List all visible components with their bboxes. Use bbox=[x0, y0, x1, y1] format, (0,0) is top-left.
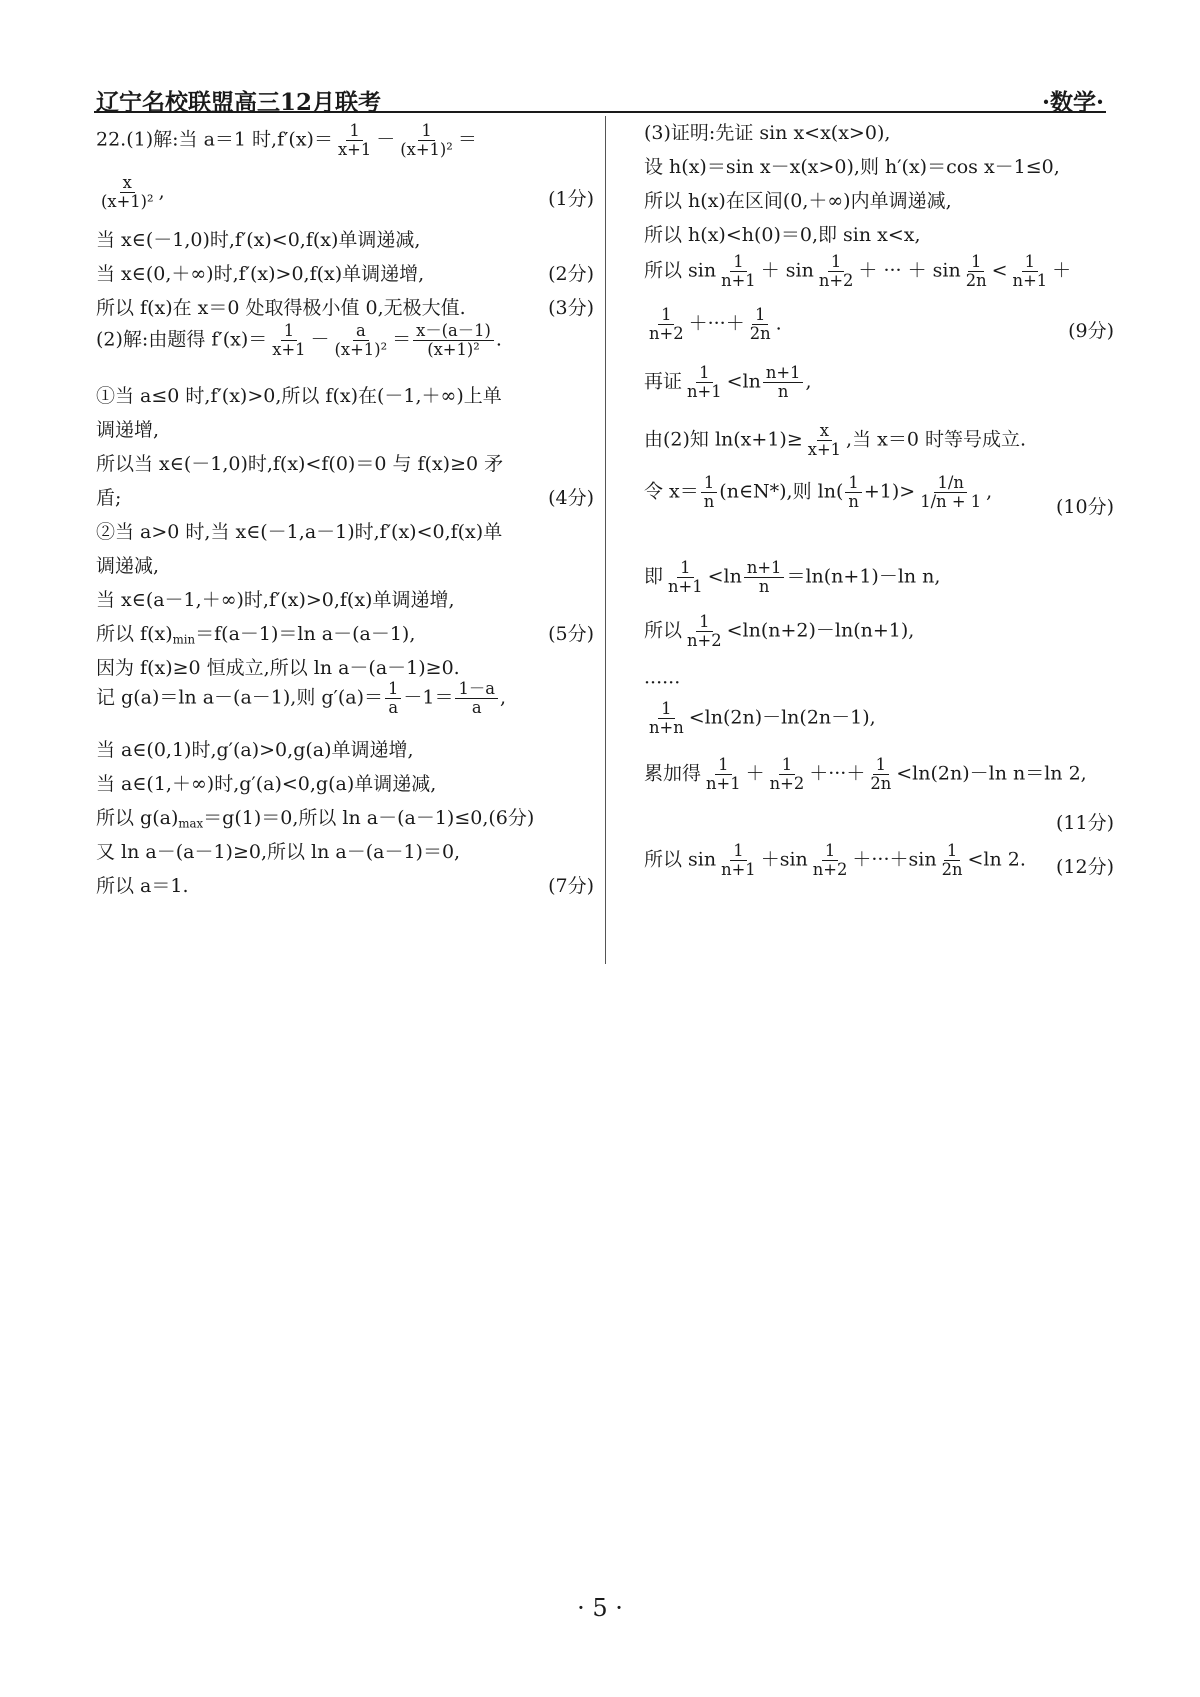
score-mark: (3分) bbox=[548, 297, 594, 319]
score-mark: (2分) bbox=[548, 263, 594, 285]
solution-line: ①当 a≤0 时,f′(x)>0,所以 f(x)在(－1,＋∞)上单 bbox=[96, 385, 502, 407]
header-subject: ·数学· bbox=[1041, 89, 1104, 116]
solution-line: 又 ln a－(a－1)≥0,所以 ln a－(a－1)＝0, bbox=[96, 841, 461, 863]
solution-line: $\frac{1}{n+2}$ ＋···＋ $\frac{1}{2n}$ . (9分) bbox=[649, 305, 1114, 343]
solution-line: 所以 $g(a)_{max}=g(1)=0$,所以 ln a－(a－1)≤0,(6分) bbox=[96, 807, 535, 831]
header-title: 辽宁名校联盟高三12月联考 bbox=[96, 89, 382, 116]
solution-line: 即 $\frac{1}{n+1}$ <ln $\frac{n+1}{n}$ ＝ln(n+1)－ln n, bbox=[644, 558, 941, 596]
column-divider bbox=[605, 116, 606, 964]
solution-line: 所以 sin $\frac{1}{n+1}$ ＋ sin $\frac{1}{n+2}$ ＋ ··· ＋ sin $\frac{1}{2n}$ < $\frac{1}{n+1}$ ＋ bbox=[644, 252, 1072, 290]
score-mark: (5分) bbox=[548, 623, 594, 645]
solution-line: 由(2)知 ln(x+1)≥ $\frac{x}{x+1}$ ,当 x＝0 时等号成立. bbox=[644, 421, 1026, 459]
solution-line: 因为 f(x)≥0 恒成立,所以 ln a－(a－1)≥0. bbox=[96, 657, 460, 679]
score-mark: (10分) bbox=[1055, 496, 1114, 518]
solution-line: 当 x∈(a－1,＋∞)时,f′(x)>0,f(x)单调递增, bbox=[96, 589, 455, 611]
solution-line: 当 a∈(0,1)时,g′(a)>0,g(a)单调递增, bbox=[96, 739, 414, 761]
solution-line: 记 g(a)＝ln a－(a－1),则 g′(a)＝ $\frac{1}{a}$ －1＝ $\frac{1-a}{a}$ , bbox=[96, 679, 506, 717]
solution-line: 当 a∈(1,＋∞)时,g′(a)<0,g(a)单调递减, bbox=[96, 773, 437, 795]
solution-line: ②当 a>0 时,当 x∈(－1,a－1)时,f′(x)<0,f(x)单 bbox=[96, 521, 503, 543]
score-mark: (4分) bbox=[548, 487, 594, 509]
solution-line: $\frac{1}{n+n}$ <ln(2n)－ln(2n－1), bbox=[649, 699, 876, 737]
score-mark: (7分) bbox=[548, 875, 594, 897]
solution-line: (2)解:由题得 f′(x)＝ $\frac{1}{x+1}$ － $\frac{a}{\text{(x+1)²}}$ ＝ $\frac{x-(a-1)}{\text{(x+1)²}}$ . bbox=[96, 321, 502, 359]
solution-line: 当 x∈(－1,0)时,f′(x)<0,f(x)单调递减, bbox=[96, 229, 421, 251]
solution-line: $\frac{x}{\text{(x+1)²}}$ , (1分) bbox=[101, 173, 594, 211]
solution-line: 盾; (4分) bbox=[96, 483, 594, 510]
header-divider bbox=[94, 111, 1106, 113]
solution-line: 令 x＝ $\frac{1}{n}$ (n∈N*),则 ln( $\frac{1}{n}$ +1)> $\frac{1/n}{1/n + 1}$ , (10分) bbox=[644, 473, 1114, 518]
solution-line: 设 h(x)＝sin x－x(x>0),则 h′(x)＝cos x－1≤0, bbox=[644, 156, 1060, 178]
solution-line: 所以当 x∈(－1,0)时,f(x)<f(0)＝0 与 f(x)≥0 矛 bbox=[96, 453, 504, 475]
score-mark: (1分) bbox=[548, 188, 594, 210]
solution-line: 所以 $\frac{1}{n+2}$ <ln(n+2)－ln(n+1), bbox=[644, 612, 915, 650]
score-mark: (11分) bbox=[1055, 812, 1114, 834]
solution-line: (3)证明:先证 sin x<x(x>0), bbox=[644, 122, 891, 144]
page-number: · 5 · bbox=[577, 1594, 623, 1622]
solution-line: 所以 sin $\frac{1}{n+1}$ ＋sin $\frac{1}{n+2}$ ＋···＋sin $\frac{1}{2n}$ <ln 2. (12分) bbox=[644, 841, 1114, 879]
solution-line: 所以 h(x)<h(0)＝0,即 sin x<x, bbox=[644, 224, 921, 246]
solution-line: 再证 $\frac{1}{n+1}$ <ln $\frac{n+1}{n}$ , bbox=[644, 363, 812, 401]
solution-line: 累加得 $\frac{1}{n+1}$ ＋ $\frac{1}{n+2}$ ＋···＋ $\frac{1}{2n}$ <ln(2n)－ln n＝ln 2, bbox=[644, 755, 1087, 793]
solution-line: ······ bbox=[644, 672, 681, 694]
solution-line: 所以 $f(x)_{min}=f(a-1)=\ln$ a－(a－1), (5分) bbox=[96, 619, 594, 647]
solution-line: 所以 f(x)在 x＝0 处取得极小值 0,无极大值. (3分) bbox=[96, 293, 594, 320]
solution-line: 当 x∈(0,＋∞)时,f′(x)>0,f(x)单调递增, (2分) bbox=[96, 259, 594, 286]
solution-line: 调递减, bbox=[96, 555, 160, 577]
score-mark: (9分) bbox=[1068, 320, 1114, 342]
solution-line: 调递增, bbox=[96, 419, 160, 441]
solution-line: 22.(1)解:当 a＝1 时,f′(x)＝ $\frac{1}{x+1}$ － $\frac{1}{\text{(x+1)²}}$ ＝ bbox=[96, 121, 477, 159]
score-mark: (6分) bbox=[488, 807, 535, 829]
solution-line: 所以 h(x)在区间(0,＋∞)内单调递减, bbox=[644, 190, 952, 212]
solution-line: 所以 a＝1. (7分) bbox=[96, 871, 594, 898]
score-mark: (12分) bbox=[1055, 856, 1114, 878]
